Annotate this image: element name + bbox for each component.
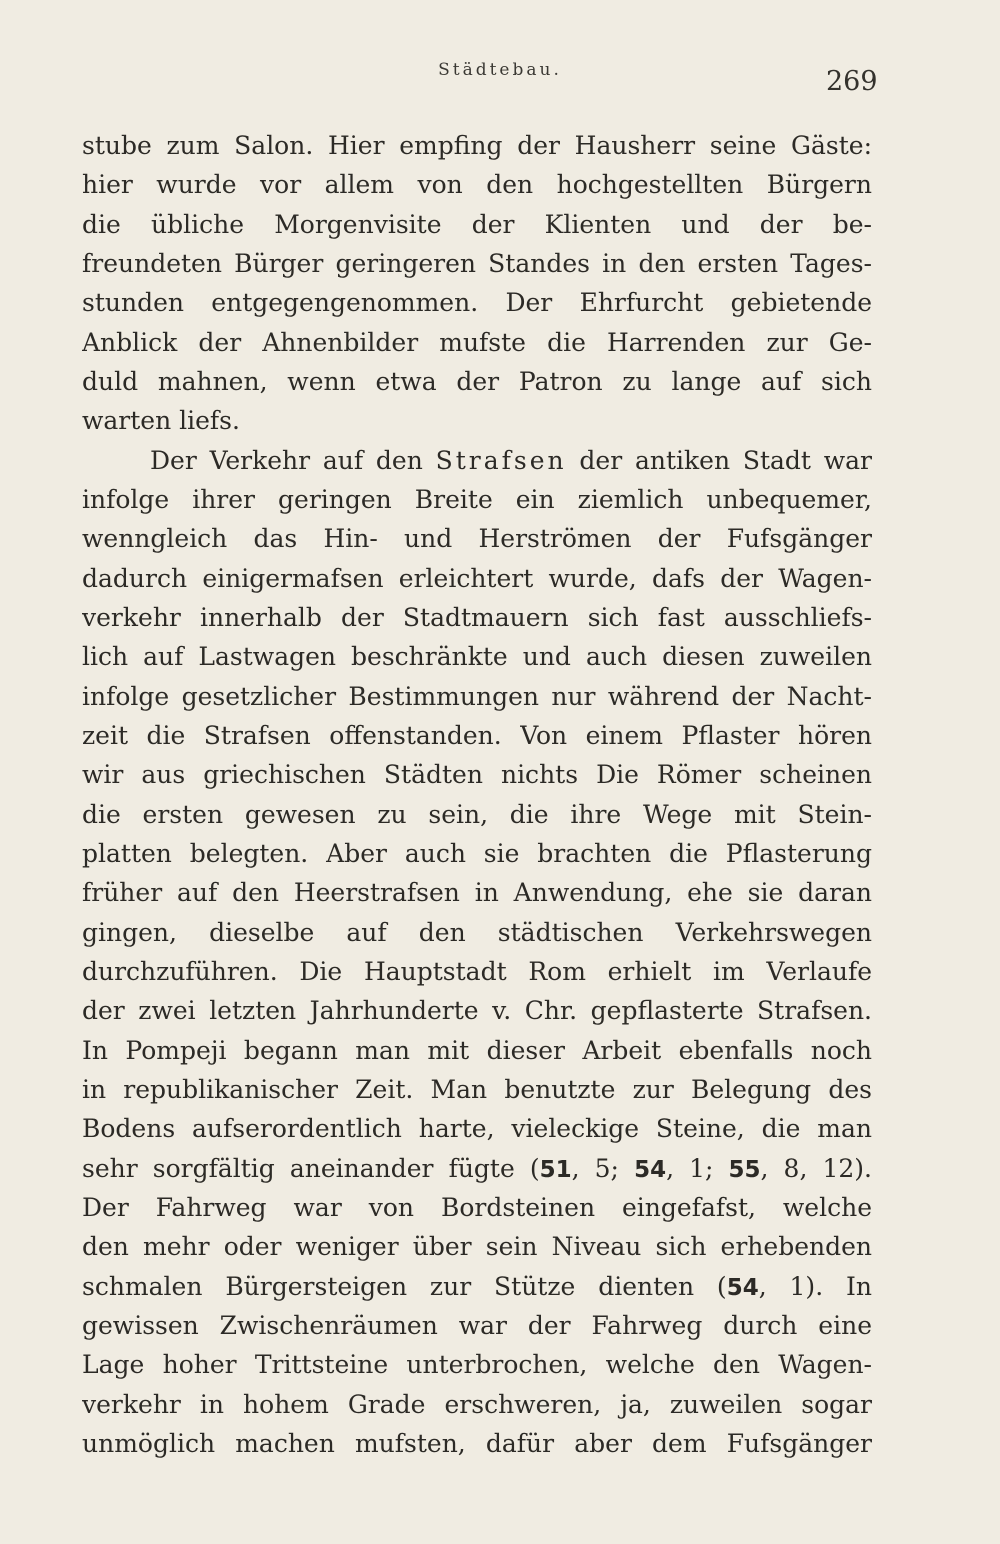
text-line: Der Fahrweg war von Bordsteinen eingefafst, welche <box>82 1192 872 1222</box>
text-segment: sehr sorgfältig aneinander fügte ( <box>82 1153 540 1183</box>
text-line: gingen, dieselbe auf den städtischen Verkehrswegen <box>82 917 872 947</box>
text-line <box>82 441 872 480</box>
text-line: durchzuführen. Die Hauptstadt Rom erhielt im Verlaufe <box>82 956 872 986</box>
text-line: hier wurde vor allem von den hochgestellten Bürgern <box>82 170 872 200</box>
emphasized-word: Strafsen <box>435 445 567 475</box>
text-line: verkehr in hohem Grade erschweren, ja, zuweilen sogar <box>82 1389 872 1419</box>
body-text <box>82 126 872 1463</box>
text-line: infolge ihrer geringen Breite ein ziemlich unbequemer, <box>82 484 872 514</box>
text-line: warten liefs. <box>82 406 240 436</box>
text-line: stube zum Salon. Hier empfing der Hausherr seine Gäste: <box>82 131 872 160</box>
text-line: der zwei letzten Jahrhunderte v. Chr. gepflasterte Strafsen. <box>82 996 872 1026</box>
text-segment: , 1; <box>666 1153 714 1183</box>
text-segment: Der Verkehr auf den <box>150 445 423 475</box>
figure-reference: 51 <box>539 1156 572 1183</box>
text-line: Lage hoher Trittsteine unterbrochen, welche den Wagen- <box>82 1350 872 1380</box>
figure-reference: 54 <box>726 1274 759 1301</box>
text-segment: der antiken Stadt war <box>579 445 872 475</box>
text-line <box>82 1149 872 1188</box>
text-line: die übliche Morgenvisite der Klienten und der be- <box>82 209 872 239</box>
text-line: Anblick der Ahnenbilder mufste die Harrenden zur Ge- <box>82 327 872 357</box>
text-line: duld mahnen, wenn etwa der Patron zu lange auf sich <box>82 366 872 396</box>
text-line: gewissen Zwischenräumen war der Fahrweg durch eine <box>82 1310 872 1340</box>
text-line: lich auf Lastwagen beschränkte und auch diesen zuweilen <box>82 642 872 672</box>
text-line: wenngleich das Hin- und Herströmen der Fufsgänger <box>82 524 872 554</box>
text-segment: schmalen Bürgersteigen zur Stütze dienten ( <box>82 1271 727 1301</box>
running-head-title: Städtebau. <box>438 60 562 80</box>
page-number: 269 <box>826 66 878 97</box>
text-segment: , 5; <box>571 1153 619 1183</box>
text-line: früher auf den Heerstrafsen in Anwendung, ehe sie daran <box>82 878 872 908</box>
text-line: In Pompeji begann man mit dieser Arbeit ebenfalls noch <box>82 1035 872 1065</box>
text-line: den mehr oder weniger über sein Niveau sich erhebenden <box>82 1232 872 1262</box>
figure-reference: 55 <box>728 1156 761 1183</box>
text-line: infolge gesetzlicher Bestimmungen nur während der Nacht- <box>82 681 872 711</box>
text-line: platten belegten. Aber auch sie brachten die Pflasterung <box>82 838 872 868</box>
text-line: wir aus griechischen Städten nichts Die Römer scheinen <box>82 760 872 790</box>
text-line: unmöglich machen mufsten, dafür aber dem Fufsgänger <box>82 1428 872 1458</box>
figure-reference: 54 <box>634 1156 667 1183</box>
text-line: verkehr innerhalb der Stadtmauern sich fast ausschliefs- <box>82 602 872 632</box>
text-line: in republikanischer Zeit. Man benutzte zur Belegung des <box>82 1074 872 1104</box>
text-line: die ersten gewesen zu sein, die ihre Wege mit Stein- <box>82 799 872 829</box>
text-line: dadurch einigermafsen erleichtert wurde, dafs der Wagen- <box>82 563 872 593</box>
text-line: freundeten Bürger geringeren Standes in den ersten Tages- <box>82 248 872 278</box>
text-line: stunden entgegengenommen. Der Ehrfurcht gebietende <box>82 288 872 318</box>
text-line: zeit die Strafsen offenstanden. Von einem Pflaster hören <box>82 720 872 750</box>
text-line <box>82 1267 872 1306</box>
text-line: Bodens aufserordentlich harte, vieleckige Steine, die man <box>82 1114 872 1144</box>
text-segment: , 1). In <box>758 1271 872 1301</box>
text-segment: , 8, 12). <box>760 1153 872 1183</box>
